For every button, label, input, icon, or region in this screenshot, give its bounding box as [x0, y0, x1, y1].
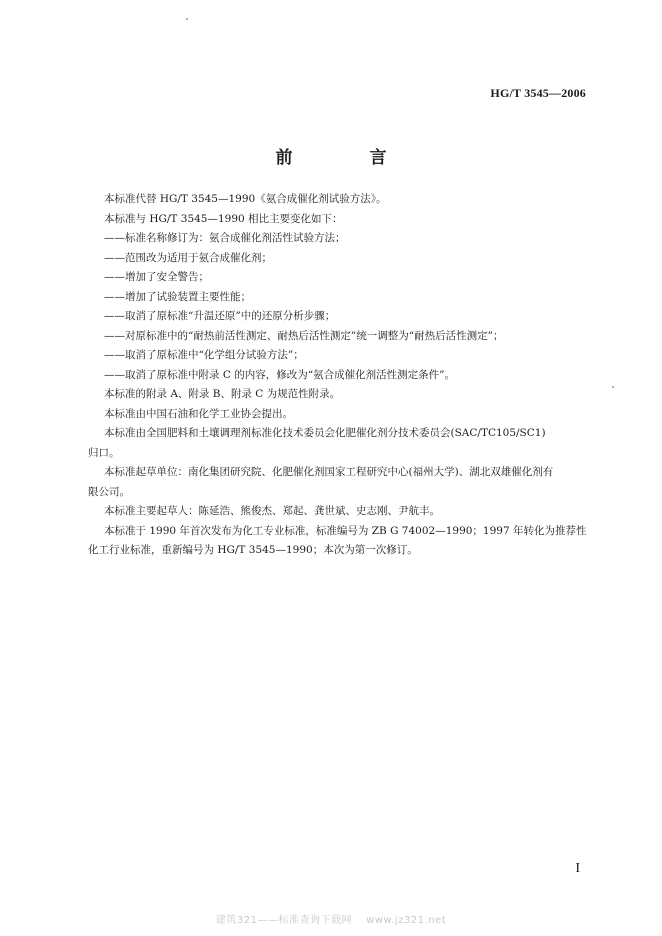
paragraph: 本标准由全国肥料和土壤调理剂标准化技术委员会化肥催化剂分技术委员会(SAC/TC105/SC1) — [104, 427, 546, 439]
list-item: ——取消了原标准中附录 C 的内容，修改为“氨合成催化剂活性测定条件”。 — [104, 368, 455, 381]
list-item: ——范围改为适用于氨合成催化剂； — [104, 251, 272, 264]
paragraph-continuation: 化工行业标准，重新编号为 HG/T 3545—1990；本次为第一次修订。 — [88, 544, 418, 556]
paragraph: 本标准的附录 A、附录 B、附录 C 为规范性附录。 — [104, 388, 341, 400]
paragraph: 本标准主要起草人：陈延浩、熊俊杰、郑起、龚世斌、史志刚、尹航丰。 — [104, 505, 440, 517]
scan-speck — [612, 386, 614, 388]
paragraph-continuation: 归口。 — [88, 446, 120, 459]
list-item: ——对原标准中的“耐热前活性测定、耐热后活性测定”统一调整为“耐热后活性测定”； — [104, 329, 504, 342]
scan-speck — [186, 18, 188, 20]
paragraph: 本标准与 HG/T 3545—1990 相比主要变化如下： — [104, 212, 343, 225]
list-item: ——取消了原标准“升温还原”中的还原分析步骤； — [104, 310, 336, 322]
page-number: I — [575, 861, 580, 876]
foreword-body — [88, 190, 596, 561]
paragraph: 本标准于 1990 年首次发布为化工专业标准，标准编号为 ZB G 74002—1990；1997 年转化为推荐性 — [104, 524, 587, 537]
paragraph: 本标准代替 HG/T 3545—1990《氨合成催化剂试验方法》。 — [104, 193, 387, 205]
watermark: 建筑321——标准查询下载网 www.jz321.net — [215, 915, 447, 926]
list-item: ——标准名称修订为：氨合成催化剂活性试验方法； — [104, 232, 346, 244]
list-item: ——增加了安全警告； — [104, 271, 209, 283]
list-item: ——增加了试验装置主要性能； — [104, 290, 251, 303]
paragraph: 本标准由中国石油和化学工业协会提出。 — [104, 407, 293, 420]
page-title: 前 言 — [275, 148, 417, 168]
paragraph: 本标准起草单位：南化集团研究院、化肥催化剂国家工程研究中心(福州大学)、湖北双雄催化剂有 — [104, 466, 554, 478]
standard-code: HG/T 3545—2006 — [490, 86, 586, 100]
paragraph-continuation: 限公司。 — [88, 485, 130, 498]
list-item: ——取消了原标准中“化学组分试验方法”； — [104, 349, 304, 361]
